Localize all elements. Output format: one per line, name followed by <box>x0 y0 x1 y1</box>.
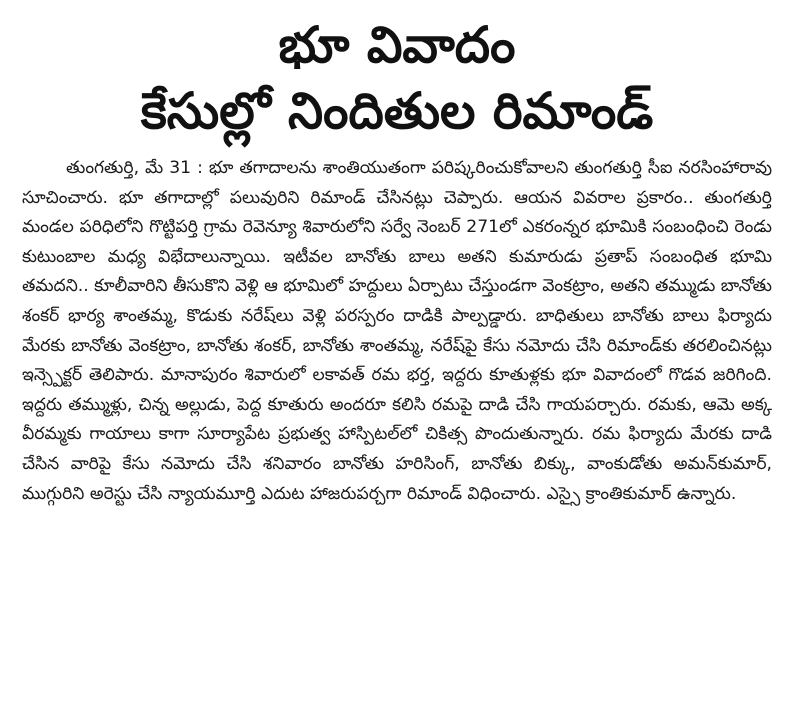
headline-line-2: కేసుల్లో నిందితుల రిమాండ్ <box>140 82 654 140</box>
headline <box>22 12 772 144</box>
headline-line-1: భూ వివాదం <box>278 16 516 74</box>
article-body: తుంగతుర్తి, మే 31 : భూ తగాదాలను శాంతియుతంగా పరిష్కరించుకోవాలని తుంగతుర్తి సీఐ నరసింహారావు సూచించారు. భూ తగాదాల్లో పలువురిని రిమాండ్ చేసినట్లు చెప్పారు. ఆయన వివరాల ప్రకారం.. తుంగతుర్తి మండల పరిధిలోని గొట్టిపర్తి గ్రామ రెవెన్యూ శివారులోని సర్వే నెంబర్ 271లో ఎకరంన్నర భూమికి సంబంధించి రెండు కుటుంబాల మధ్య విభేదాలున్నాయి. ఇటీవల బానోతు బాలు అతని కుమారుడు ప్రతాప్ సంబంధిత భూమి తమదని.. కూలీవారిని తీసుకొని వెళ్లి ఆ భూమిలో హద్దులు ఏర్పాటు చేస్తుండగా వెంకట్రాం, అతని తమ్ముడు బానోతు శంకర్ భార్య శాంతమ్మ, కొడుకు నరేష్‌లు వెళ్లి పరస్పరం దాడికి పాల్పడ్డారు. బాధితులు బానోతు బాలు ఫిర్యాదు మేరకు బానోతు వెంకట్రాం, బానోతు శంకర్, బానోతు శాంతమ్మ, నరేష్‌పై కేసు నమోదు చేసి రిమాండ్‌కు తరలించినట్లు ఇన్స్పెక్టర్ తెలిపారు. మానాపురం శివారులో లకావత్ రమ భర్త, ఇద్దరు కూతుళ్లకు భూ వివాదంలో గొడవ జరిగింది. ఇద్దరు తమ్ముళ్లు, చిన్న అల్లుడు, పెద్ద కూతురు అందరూ కలిసి రమపై దాడి చేసి గాయపర్చారు. రమకు, ఆమె అక్క వీరమ్మకు గాయాలు కాగా సూర్యాపేట ప్రభుత్వ హాస్పిటల్‌లో చికిత్స పొందుతున్నారు. రమ ఫిర్యాదు మేరకు దాడి చేసిన వారిపై కేసు నమోదు చేసి శనివారం బానోతు హరిసింగ్, బానోతు బిక్కు, వాంకుడోతు అమన్‌కుమార్, ముగ్గురిని అరెస్టు చేసి న్యాయమూర్తి ఎదుట హాజరుపర్చగా రిమాండ్ విధించారు. ఎస్సై క్రాంతికుమార్ ఉన్నారు. <box>22 158 772 504</box>
